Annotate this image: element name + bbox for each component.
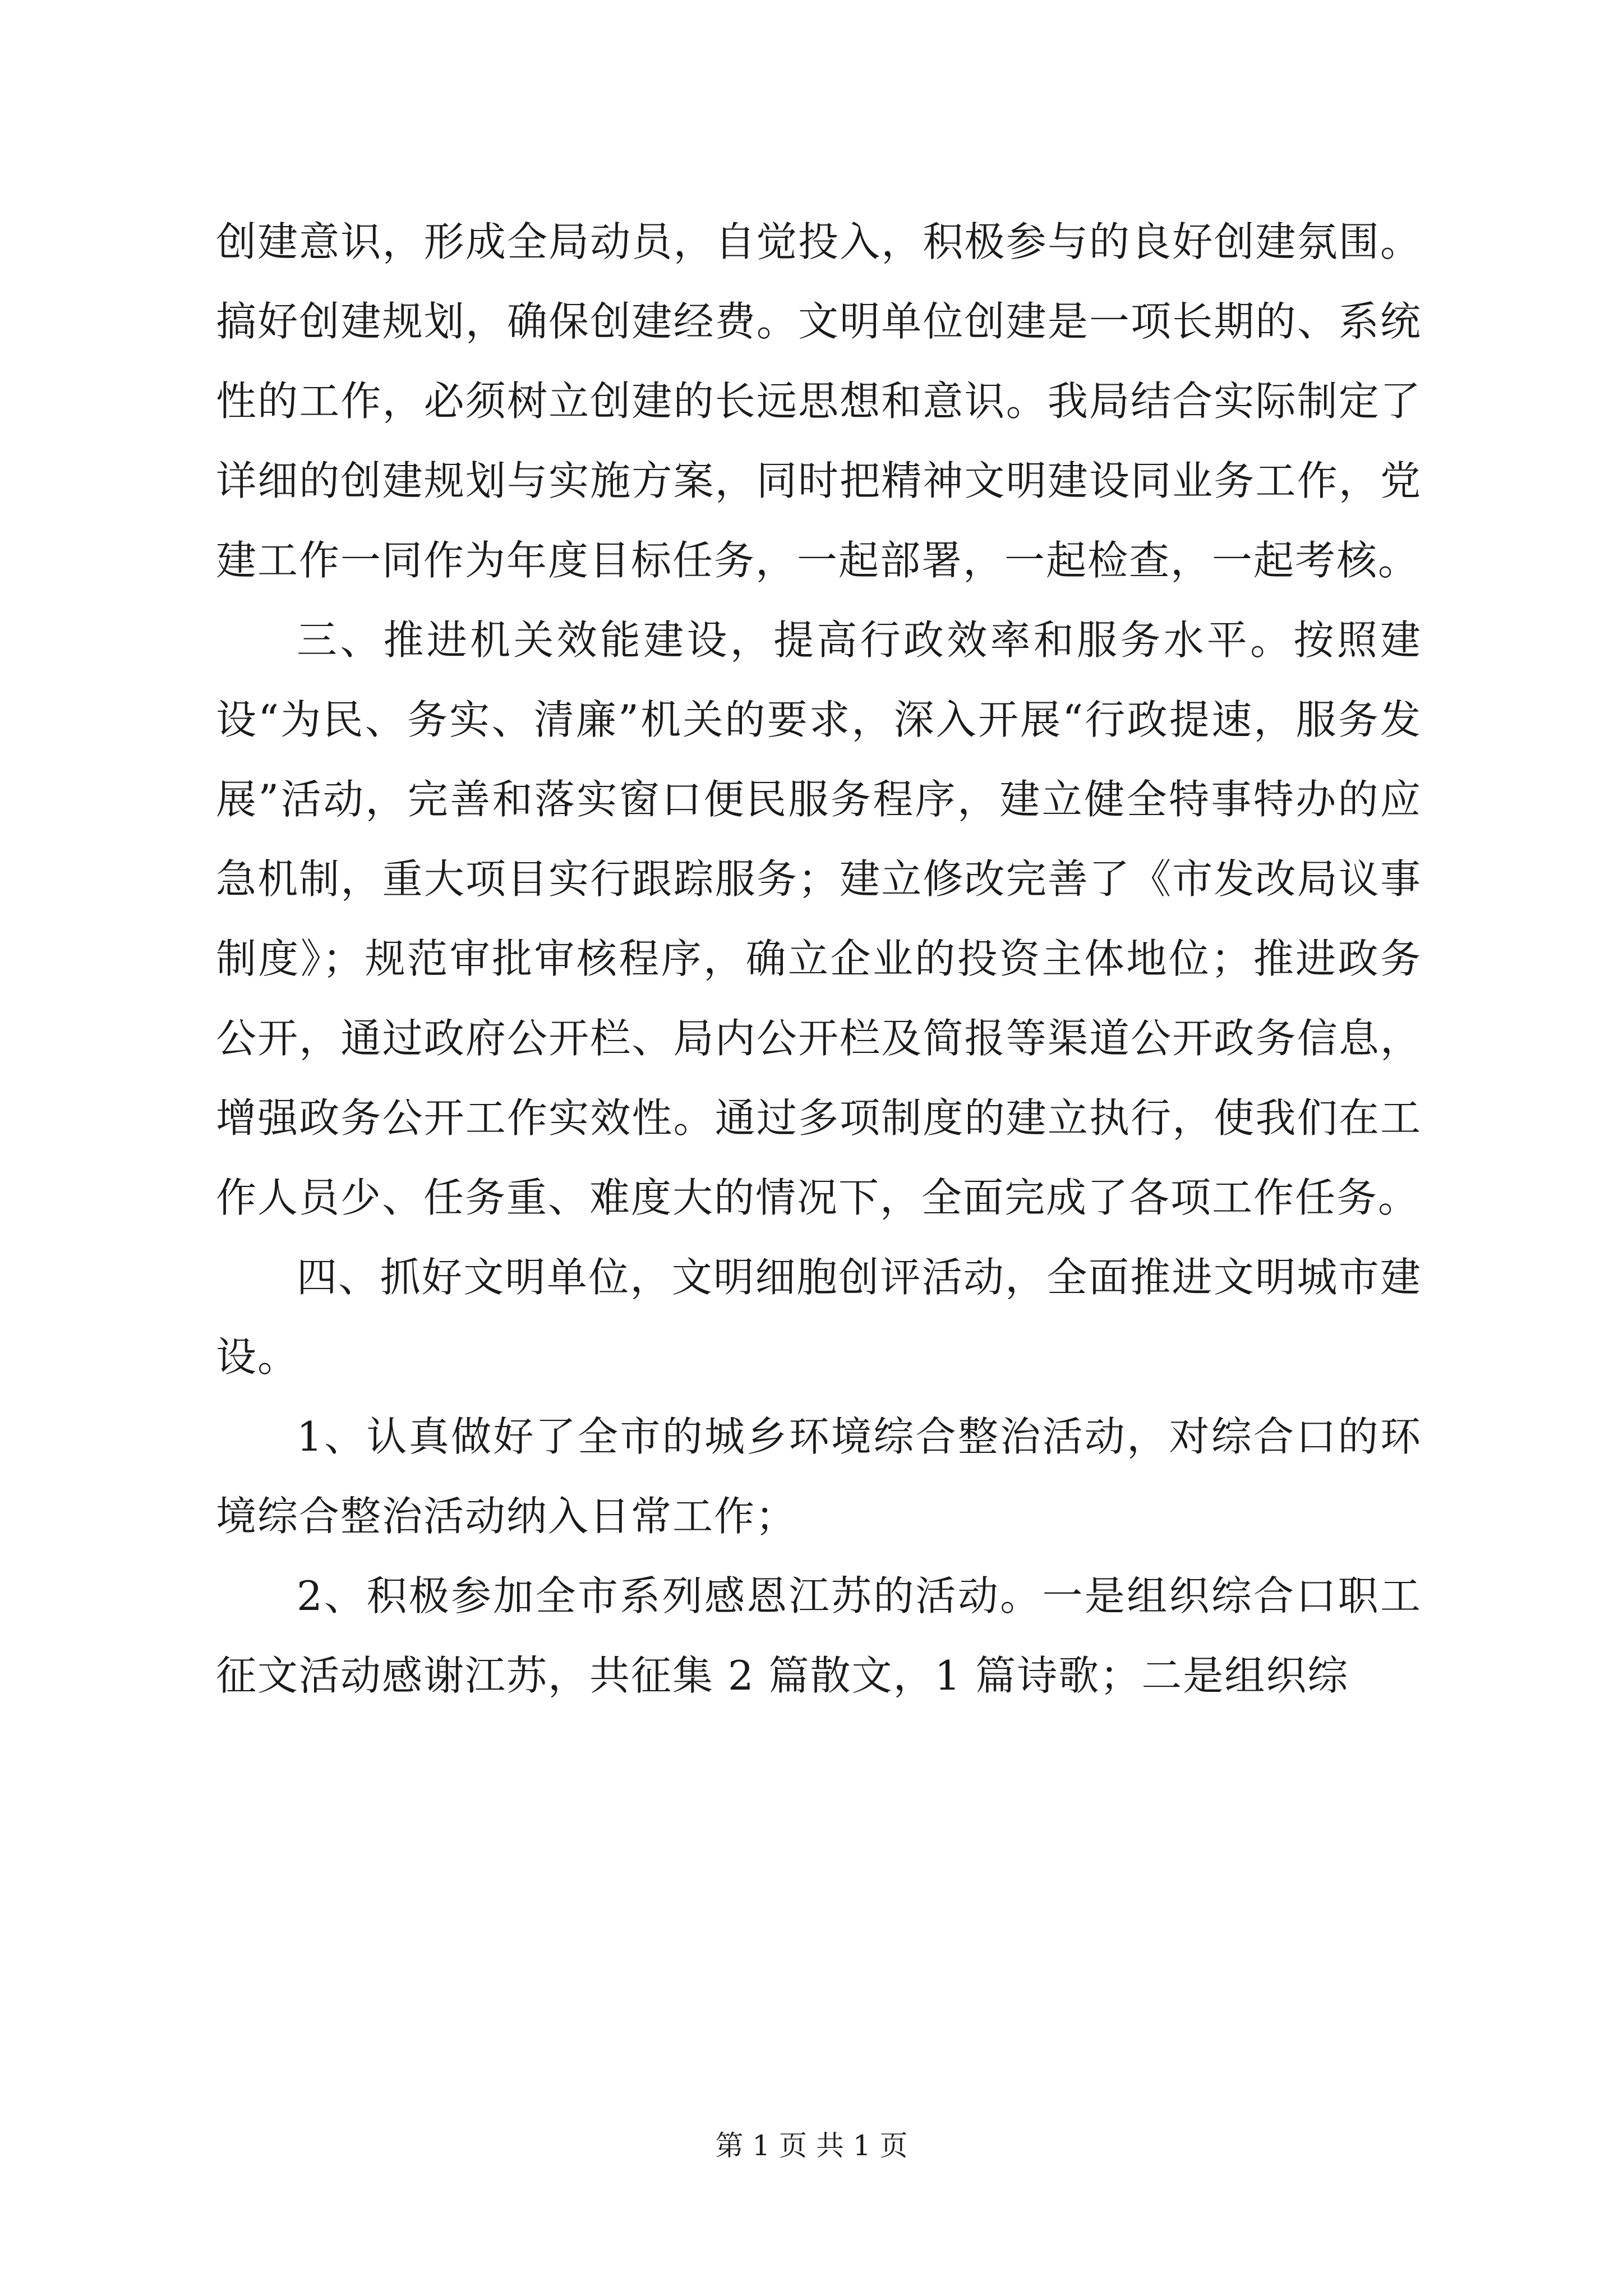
paragraph-section-four: 四、抓好文明单位，文明细胞创评活动，全面推进文明城市建设。 <box>216 1254 1422 1381</box>
paragraph-item-one: 1、认真做好了全市的城乡环境综合整治活动，对综合口的环境综合整治活动纳入日常工作； <box>216 1413 1422 1540</box>
paragraph-continuation: 创建意识，形成全局动员，自觉投入，积极参与的良好创建氛围。搞好创建规划，确保创建经费。文明单位创建是一项长期的、系统性的工作，必须树立创建的长远思想和意识。我局结合实际制定了详细的创建规划与实施方案，同时把精神文明建设同业务工作，党建工作一同作为年度目标任务，一起部署，一起检查，一起考核。 <box>216 218 1422 584</box>
paragraph-item-two: 2、积极参加全市系列感恩江苏的活动。一是组织综合口职工征文活动感谢江苏，共征集 2 篇散文，1 篇诗歌；二是组织综 <box>216 1572 1422 1699</box>
paragraph-section-three: 三、推进机关效能建设，提高行政效率和服务水平。按照建设“为民、务实、清廉”机关的要求，深入开展“行政提速，服务发展”活动，完善和落实窗口便民服务程序，建立健全特事特办的应急机制，重大项目实行跟踪服务；建立修改完善了《市发改局议事制度》；规范审批审核程序，确立企业的投资主体地位；推进政务公开，通过政府公开栏、局内公开栏及简报等渠道公开政务信息，增强政务公开工作实效性。通过多项制度的建立执行，使我们在工作人员少、任务重、难度大的情况下，全面完成了各项工作任务。 <box>216 616 1422 1221</box>
document-body <box>216 202 1422 1715</box>
page-number-footer: 第 1 页 共 1 页 <box>715 2129 908 2162</box>
